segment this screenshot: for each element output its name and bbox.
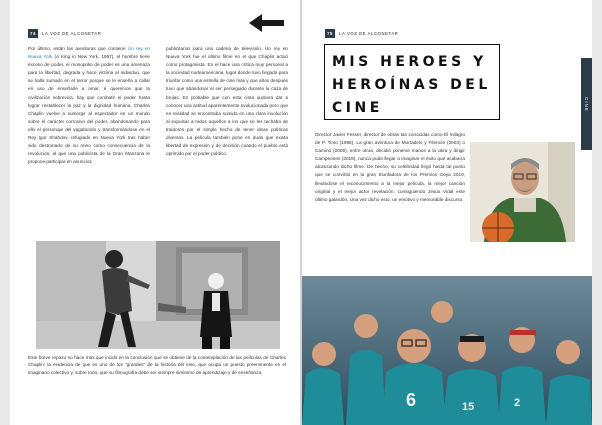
article-columns [28,45,288,237]
side-tab-label: CINE [584,96,590,112]
film-link[interactable]: Un rey en Nueva York [28,46,150,60]
fesser-paragraph: Director Javier Fesser, director de obras tan conocidas como El milagro de P. Tinto (1998), La gran aventura de Mortadelo y Filemón (2003) o Camino (2008), entre otras, decidió ponerse manos a la obra y dirigir Campeones (2018), nunca pudo llegar a imaginar el éxito que acabaría alcanzando dicho filme. De hecho, su celebridad llegó hasta tal punto que se convirtió en la gran triunfadora de los Premios Goya 2019, llevándose el reconocimiento a la mejor película, la mejor canción original y el mejor actor revelación, consiguiendo Jesús Vidal este último galardón. Una vez dicho esto, un emotivo y memorable discurso. [315,132,465,202]
right-page [302,0,592,425]
back-arrow-icon[interactable] [246,10,286,36]
right-header-text: LA VOZ DE ALCONETAR [339,30,399,36]
right-header [325,28,398,38]
left-page-number: 74 [30,30,37,36]
column-1-body: (A King in New York, 1957), el hombre tiene exceso de poder, el monopolio de poder es una amenaza para la libertad, degrada y hace víctima al individuo, que se halla sumado en el terror porque se le enseña a callar en uso de enseñarle a amar, é queremos que la civilización sobreviva, hay que combatir el poder hasta lograr restablecer la paz y la dignidad humana. Charles Chaplin vuelve a sumergir al espectador en un mundo sobre el carácter corrosivo del poder, abandonando para ello el personaje del vagabundo y transformándose en el Rey Igor Shahdov, refugiado en Nueva York tras haber sido destronado de su reino como consecuencia de la revolución, al que una publicista de la Gran Manzana le propone participar en anuncios [28,54,150,165]
conclusion-paragraph: Este breve repaso no hace más que incidir en la conclusión que se obtiene de la contemplación de las películas de Charles Chaplin: la evidencia de que es uno de los "grandes" de la historia del cine, que ocupa un puesto preeminente en el imaginario colectivo y, sobre todo, que su filmografía debe ser siempre sinónimo de aprendizaje y de enseñanza. [28,355,286,375]
section-side-tab [581,58,592,150]
jersey-number-6: 6 [406,390,417,410]
left-page [10,0,300,425]
right-page-number: 75 [327,30,334,36]
campeones-team-photo [302,276,592,425]
section-title-box [324,44,500,120]
jersey-number-2: 2 [514,397,521,409]
fesser-portrait-photo [470,142,575,242]
chaplin-film-still [36,241,280,349]
left-header [28,28,101,38]
section-title: MIS HEROES Y HEROÍNAS DEL CINE [332,54,491,116]
left-header-text: LA VOZ DE ALCONETAR [42,30,102,36]
column-2: publicitarios para una cadena de televisión. Un rey en Nueva York fue el último filme en el que Chaplin actuó como protagonista. En el hace una crítica muy personal a la sociedad norteamericana, lugar donde tuvo llegado para triunfar como una estrella de cine más y que años después tuvo que abandonar al ser perseguido durante la caza de brujas. Es probable que con esta cinta quisiera dar a conocer una actitud aparentemente evolucionada pero que en realidad se encontraba sumida en una clara involución al expulsar a todos aquellos a los que se les tachaba de traidores por el simple hecho de tener ideas políticas diversas. La película también pone en duda que exista libertad de expresión y de decisión cuando el pueblo está oprimido por el poder político. [166,46,288,157]
jersey-number-15: 15 [462,401,475,413]
column-1-intro: Por último, están las aventuras que contiene [28,46,128,51]
column-1 [28,45,150,237]
